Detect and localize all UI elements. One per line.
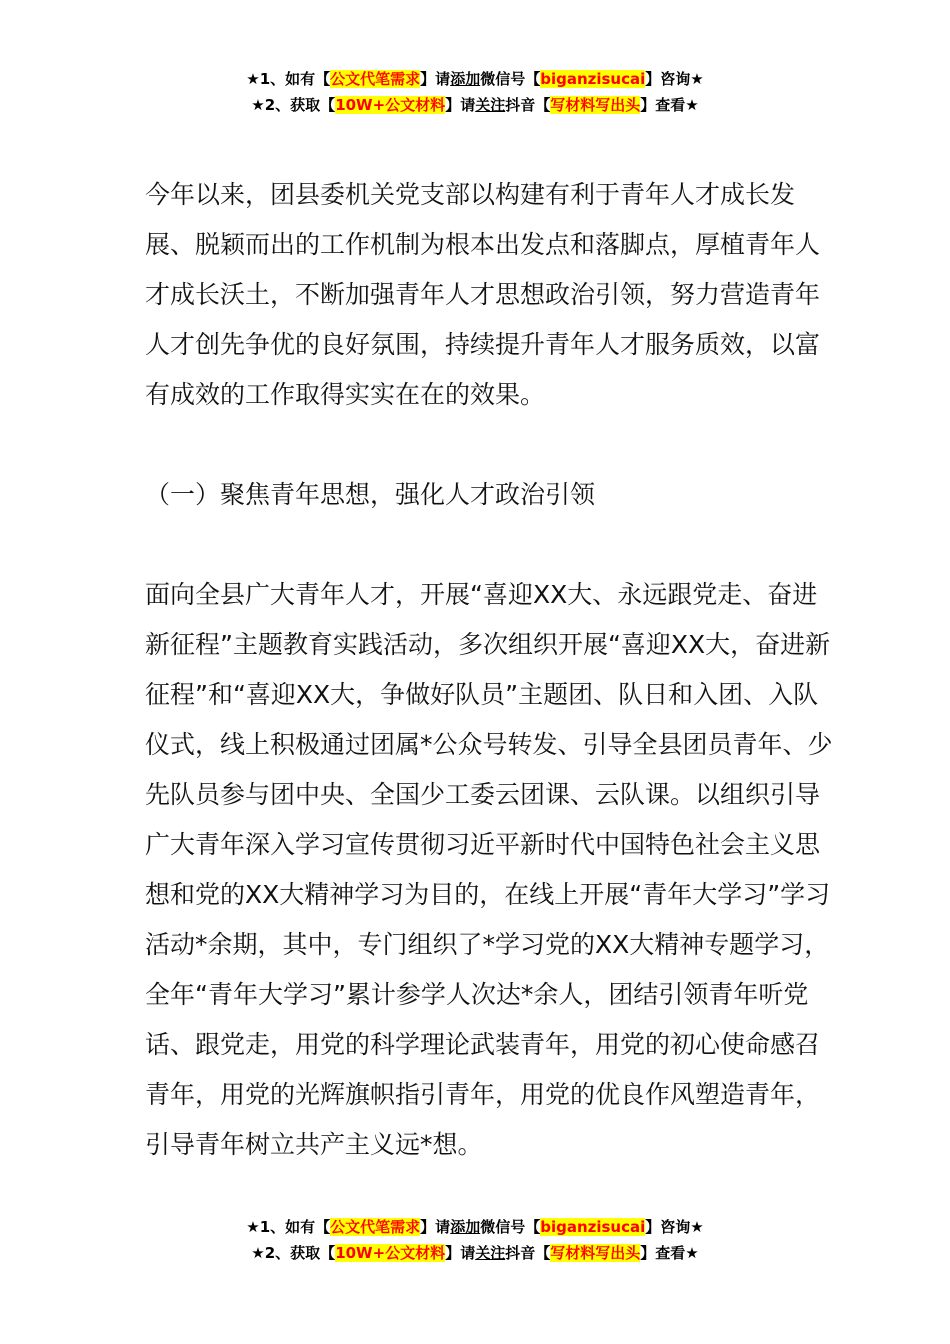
section-heading: （一）聚焦青年思想，强化人才政治引领 <box>145 480 596 509</box>
banner-text: 抖音【 <box>505 96 551 114</box>
intro-paragraph: 今年以来，团县委机关党支部以构建有利于青年人才成长发展、脱颖而出的工作机制为根本出发点和落脚点，厚植青年人才成长沃土，不断加强青年人才思想政治引领，努力营造青年人才创先争优的良好氛围，持续提升青年人才服务质效，以富有成效的工作取得实实在在的效果。 <box>145 180 821 409</box>
banner-text: 】咨询★ <box>645 70 704 88</box>
banner-highlight: 写材料写出头 <box>550 96 641 114</box>
banner-highlight: biganzisucai <box>540 1218 646 1236</box>
banner-text: 】查看★ <box>640 96 699 114</box>
banner-emphasis: 添加 <box>450 1218 481 1236</box>
banner-text: 】请 <box>420 1218 451 1236</box>
banner-text: ★1、如有【 <box>246 70 331 88</box>
spacer <box>145 520 835 570</box>
banner-text: ★2、获取【 <box>251 1244 336 1262</box>
banner-text: 】咨询★ <box>645 1218 704 1236</box>
banner-text: 抖音【 <box>505 1244 551 1262</box>
banner-highlight: 写材料写出头 <box>550 1244 641 1262</box>
banner-text: 】请 <box>445 1244 476 1262</box>
banner-highlight: 10W+公文材料 <box>335 1244 446 1262</box>
document-body <box>145 170 835 1170</box>
banner-emphasis: 关注 <box>475 96 506 114</box>
spacer <box>145 420 835 470</box>
header-banner <box>0 66 950 118</box>
banner-line-2 <box>0 1240 950 1266</box>
footer-banner <box>0 1214 950 1266</box>
banner-text: 】请 <box>420 70 451 88</box>
banner-text: 微信号【 <box>480 70 541 88</box>
banner-highlight: 公文代笔需求 <box>330 70 421 88</box>
banner-text: 】请 <box>445 96 476 114</box>
banner-line-1 <box>0 66 950 92</box>
banner-highlight: 公文代笔需求 <box>330 1218 421 1236</box>
banner-line-2 <box>0 92 950 118</box>
banner-emphasis: 关注 <box>475 1244 506 1262</box>
banner-highlight: biganzisucai <box>540 70 646 88</box>
banner-highlight: 10W+公文材料 <box>335 96 446 114</box>
body-paragraph: 面向全县广大青年人才，开展“喜迎XX大、永远跟党走、奋进新征程”主题教育实践活动，多次组织开展“喜迎XX大，奋进新征程”和“喜迎XX大，争做好队员”主题团、队日和入团、入队仪式，线上积极通过团属*公众号转发、引导全县团员青年、少先队员参与团中央、全国少工委云团课、云队课。以组织引导广大青年深入学习宣传贯彻习近平新时代中国特色社会主义思想和党的XX大精神学习为目的，在线上开展“青年大学习”学习活动*余期，其中，专门组织了*学习党的XX大精神专题学习，全年“青年大学习”累计参学人次达*余人，团结引领青年听党话、跟党走，用党的科学理论武装青年，用党的初心使命感召青年，用党的光辉旗帜指引青年，用党的优良作风塑造青年，引导青年树立共产主义远*想。 <box>145 580 833 1159</box>
banner-emphasis: 添加 <box>450 70 481 88</box>
banner-text: ★2、获取【 <box>251 96 336 114</box>
banner-line-1 <box>0 1214 950 1240</box>
banner-text: 】查看★ <box>640 1244 699 1262</box>
banner-text: 微信号【 <box>480 1218 541 1236</box>
banner-text: ★1、如有【 <box>246 1218 331 1236</box>
